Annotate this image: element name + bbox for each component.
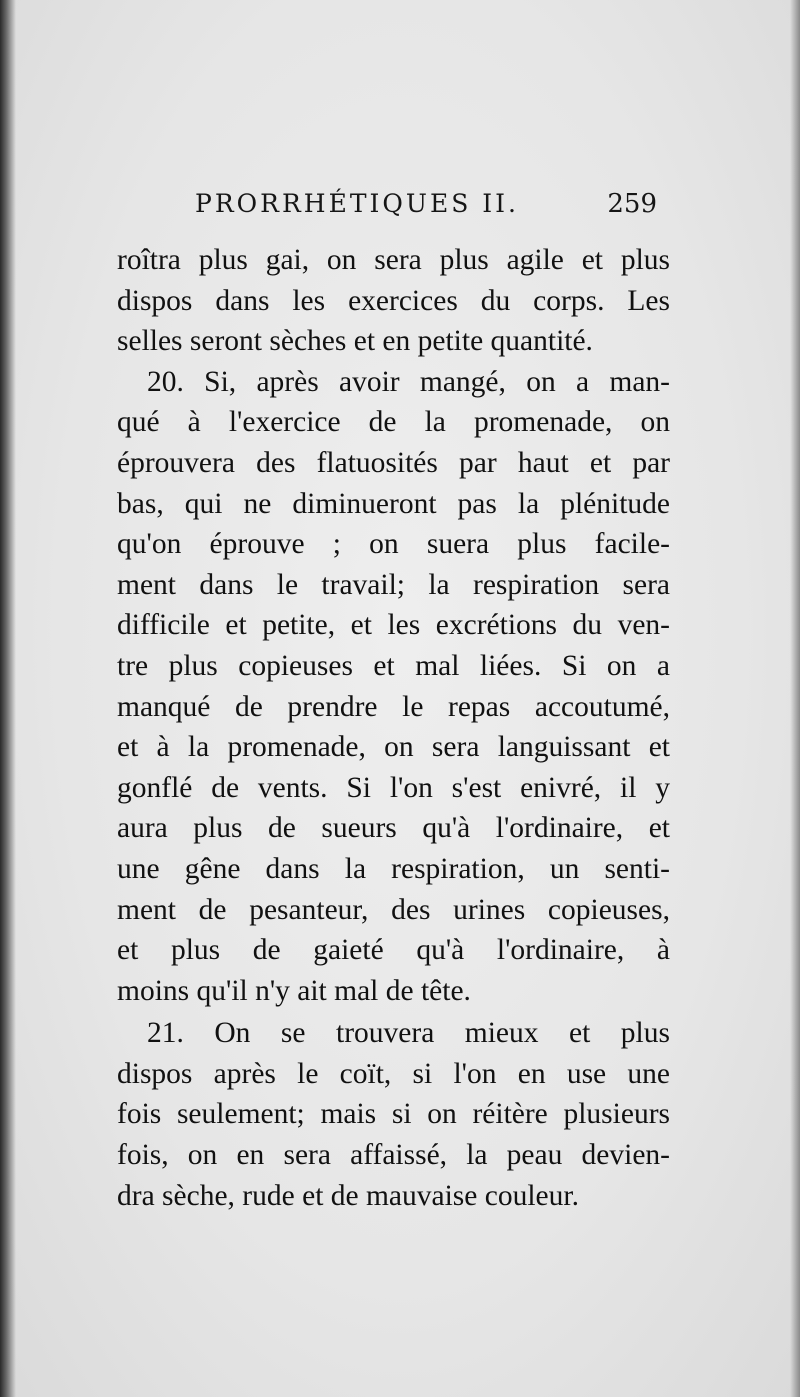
running-title: PRORRHÉTIQUES II. xyxy=(195,189,519,218)
text-line: ment de pesanteur, des urines copieuses, xyxy=(117,893,670,926)
text-line: difficile et petite, et les excrétions du ven- xyxy=(117,609,670,642)
body-text xyxy=(117,240,670,1216)
text-line: dra sèche, rude et de mauvaise couleur. xyxy=(117,1179,579,1212)
text-line: fois seulement; mais si on réitère plusieurs xyxy=(117,1098,670,1131)
text-line: fois, on en sera affaissé, la peau devien- xyxy=(117,1139,670,1172)
text-line: roîtra plus gai, on sera plus agile et plus xyxy=(117,244,670,276)
text-line: ment dans le travail; la respiration sera xyxy=(117,568,670,601)
text-line: aura plus de sueurs qu'à l'ordinaire, et xyxy=(117,812,670,845)
text-line: dispos dans les exercices du corps. Les xyxy=(117,284,670,317)
text-line: moins qu'il n'y ait mal de tête. xyxy=(117,974,471,1007)
text-line: qué à l'exercice de la promenade, on xyxy=(117,406,670,439)
page-header xyxy=(195,186,657,230)
text-line: selles seront sèches et en petite quantité. xyxy=(117,325,593,358)
text-line: et à la promenade, on sera languissant et xyxy=(117,731,670,764)
text-line: gonflé de vents. Si l'on s'est enivré, il y xyxy=(117,771,670,804)
text-line: dispos après le coït, si l'on en use une xyxy=(117,1057,670,1090)
paragraph-20-start: 20. Si, après avoir mangé, on a man- xyxy=(147,365,670,398)
text-line: manqué de prendre le repas accoutumé, xyxy=(117,690,670,723)
text-line: une gêne dans la respiration, un senti- xyxy=(117,852,670,885)
paragraph-21-start: 21. On se trouvera mieux et plus xyxy=(147,1017,670,1050)
text-line: et plus de gaieté qu'à l'ordinaire, à xyxy=(117,934,670,967)
text-line: éprouvera des flatuosités par haut et par xyxy=(117,446,670,479)
text-line: tre plus copieuses et mal liées. Si on a xyxy=(117,649,670,682)
text-line: bas, qui ne diminueront pas la plénitude xyxy=(117,487,670,520)
text-line: qu'on éprouve ; on suera plus facile- xyxy=(117,528,670,561)
page-edge-shadow-right xyxy=(790,0,800,1397)
page-edge-shadow-left xyxy=(0,0,16,1397)
page-number: 259 xyxy=(607,189,657,219)
